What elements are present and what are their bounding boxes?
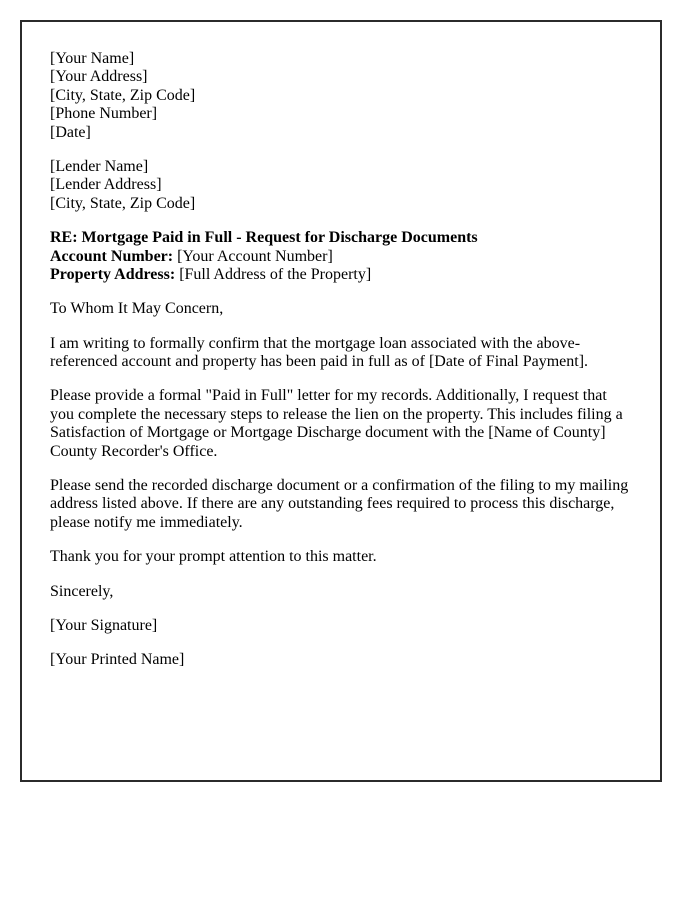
lender-name: [Lender Name] [50, 157, 149, 175]
property-address-label: Property Address: [50, 265, 176, 283]
lender-city-state-zip: [City, State, Zip Code] [50, 194, 196, 212]
letter-document [20, 20, 662, 782]
signature-placeholder: [Your Signature] [50, 616, 158, 634]
body-paragraph-3: Please send the recorded discharge document or a confirmation of the filing to my mailing address listed above. If there are any outstanding fees required to process this discharge, please notify me immediately. [50, 477, 629, 531]
sender-name: [Your Name] [50, 50, 135, 67]
sender-address: [Your Address] [50, 68, 148, 86]
salutation: To Whom It May Concern, [50, 300, 224, 318]
account-number-label: Account Number: [50, 247, 174, 265]
body-paragraph-1: I am writing to formally confirm that the mortgage loan associated with the above-referenced account and property has been paid in full as of [Date of Final Payment]. [50, 334, 589, 371]
sender-city-state-zip: [City, State, Zip Code] [50, 86, 196, 104]
printed-name-placeholder: [Your Printed Name] [50, 651, 185, 669]
sender-phone: [Phone Number] [50, 105, 158, 123]
sender-address-block [50, 50, 632, 142]
closing: Sincerely, [50, 582, 114, 600]
subject-block [50, 229, 632, 284]
property-address-value: [Full Address of the Property] [179, 265, 372, 283]
body-paragraph-2: Please provide a formal "Paid in Full" letter for my records. Additionally, I request that you complete the necessary steps to release the lien on the property. This includes filing a Satisfaction of Mortgage or Mortgage Discharge document with the [Name of County] County Recorder's Office. [50, 387, 623, 460]
recipient-address-block [50, 158, 632, 213]
account-number-value: [Your Account Number] [177, 247, 333, 265]
lender-address: [Lender Address] [50, 176, 162, 194]
body-paragraph-4: Thank you for your prompt attention to this matter. [50, 548, 377, 566]
re-subject-line: RE: Mortgage Paid in Full - Request for Discharge Documents [50, 229, 478, 247]
letter-date: [Date] [50, 123, 91, 141]
